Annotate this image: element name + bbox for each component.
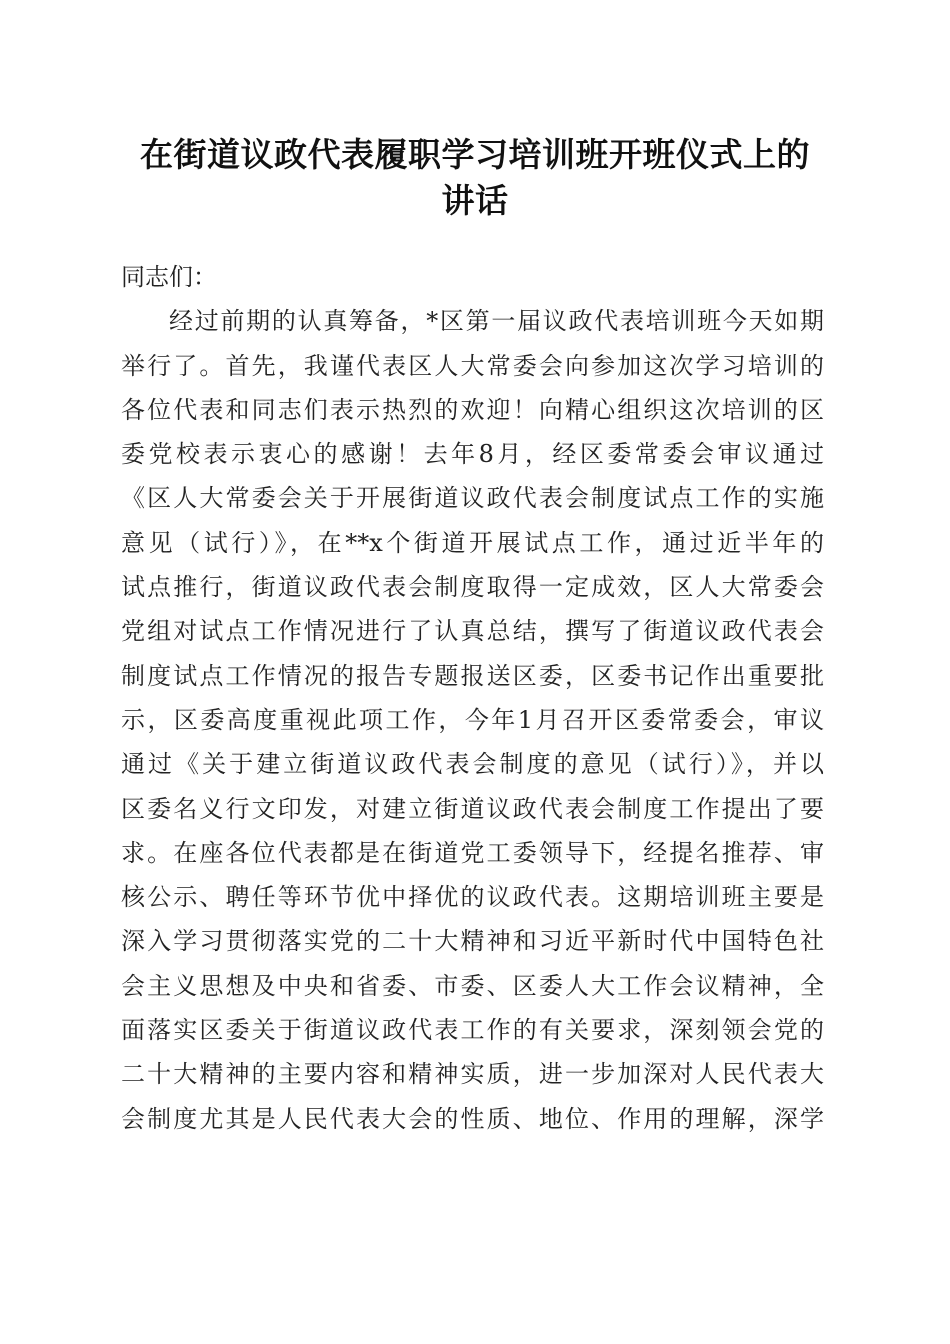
paragraph-line: 意见（试行）》，在**x个街道开展试点工作，通过近半年的 (121, 528, 824, 557)
paragraph-line: 会制度尤其是人民代表大会的性质、地位、作用的理解，深学 (121, 1104, 824, 1133)
paragraph-line: 深入学习贯彻落实党的二十大精神和习近平新时代中国特色社 (121, 927, 824, 956)
title-line-1: 在街道议政代表履职学习培训班开班仪式上的 (140, 135, 810, 174)
document-body (121, 255, 824, 1141)
paragraph-line: 二十大精神的主要内容和精神实质，进一步加深对人民代表大 (121, 1060, 824, 1089)
paragraph-line: 制度试点工作情况的报告专题报送区委，区委书记作出重要批 (121, 661, 824, 690)
paragraph-line: 区委名义行文印发，对建立街道议政代表会制度工作提出了要 (121, 794, 824, 823)
title-line-2: 讲话 (441, 181, 509, 220)
paragraph-line: 面落实区委关于街道议政代表工作的有关要求，深刻领会党的 (121, 1016, 824, 1045)
salutation: 同志们： (121, 263, 217, 291)
paragraph-line: 试点推行，街道议政代表会制度取得一定成效，区人大常委会 (121, 573, 824, 602)
speech-paragraph (121, 299, 824, 1141)
paragraph-line: 委党校表示衷心的感谢！去年8月，经区委常委会审议通过 (121, 440, 824, 469)
paragraph-line: 核公示、聘任等环节优中择优的议政代表。这期培训班主要是 (121, 883, 824, 912)
paragraph-line: 示，区委高度重视此项工作，今年1月召开区委常委会，审议 (121, 705, 824, 734)
paragraph-line: 会主义思想及中央和省委、市委、区委人大工作会议精神，全 (121, 971, 824, 1000)
document-title (100, 132, 850, 224)
paragraph-line: 举行了。首先，我谨代表区人大常委会向参加这次学习培训的 (121, 351, 824, 380)
paragraph-line: 《区人大常委会关于开展街道议政代表会制度试点工作的实施 (121, 484, 824, 513)
paragraph-line: 党组对试点工作情况进行了认真总结，撰写了街道议政代表会 (121, 617, 824, 646)
paragraph-line: 通过《关于建立街道议政代表会制度的意见（试行）》，并以 (121, 750, 824, 779)
paragraph-line: 各位代表和同志们表示热烈的欢迎！向精心组织这次培训的区 (121, 395, 824, 424)
paragraph-line: 经过前期的认真筹备，*区第一届议政代表培训班今天如期 (169, 307, 824, 336)
paragraph-line: 求。在座各位代表都是在街道党工委领导下，经提名推荐、审 (121, 838, 824, 867)
